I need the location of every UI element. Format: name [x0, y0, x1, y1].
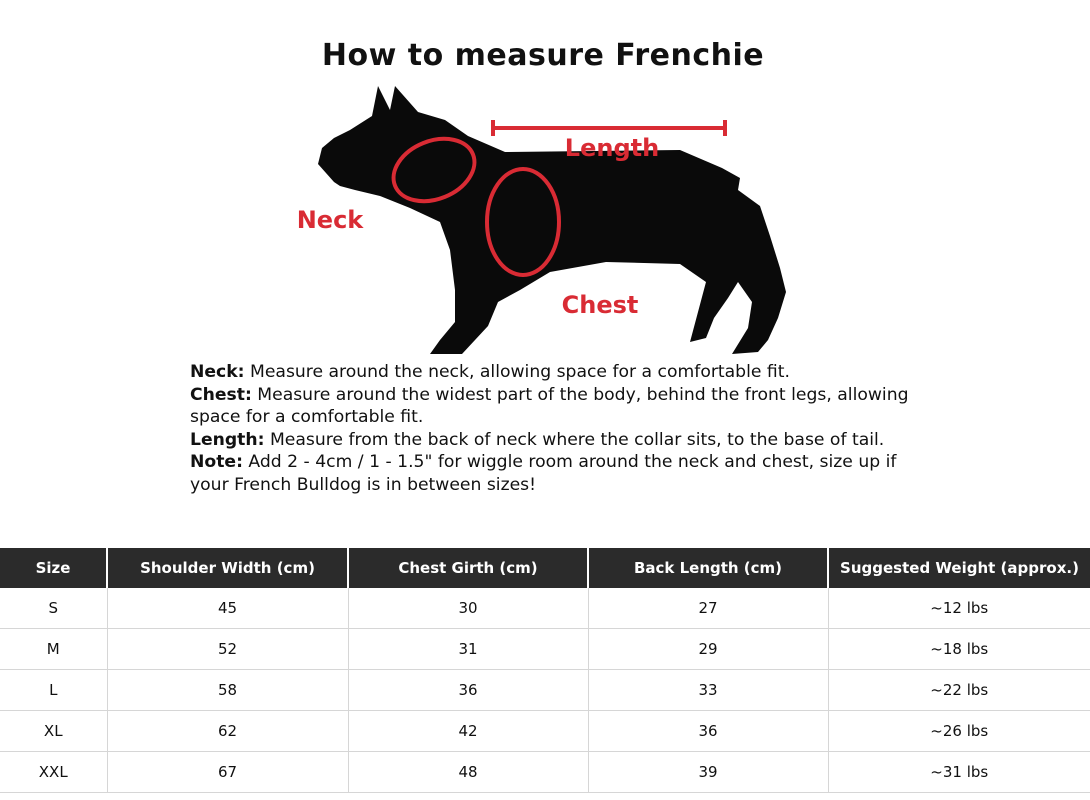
- chest-label: Chest: [561, 291, 639, 319]
- instruction-text: Measure around the neck, allowing space for a comfortable fit.: [244, 362, 790, 382]
- instruction-term: Chest:: [190, 384, 252, 405]
- table-row: [0, 629, 1090, 670]
- header-chest-girth: Chest Girth (cm): [348, 548, 588, 588]
- cell-chest-girth: 42: [348, 711, 588, 752]
- cell-chest-girth: 30: [348, 588, 588, 629]
- cell-back-length: 29: [588, 629, 828, 670]
- neck-label: Neck: [296, 206, 364, 234]
- cell-chest-girth: 48: [348, 752, 588, 793]
- measuring-instructions: [190, 361, 930, 497]
- cell-chest-girth: 36: [348, 670, 588, 711]
- cell-shoulder-width: 45: [107, 588, 348, 629]
- cell-chest-girth: 31: [348, 629, 588, 670]
- instruction-note: [190, 451, 930, 496]
- instruction-text: Add 2 - 4cm / 1 - 1.5" for wiggle room around the neck and chest, size up if your French Bulldog is in between sizes!: [190, 452, 897, 495]
- table-row: [0, 752, 1090, 793]
- cell-weight: ~31 lbs: [828, 752, 1090, 793]
- cell-shoulder-width: 62: [107, 711, 348, 752]
- table-row: [0, 670, 1090, 711]
- cell-size: L: [0, 670, 107, 711]
- cell-weight: ~18 lbs: [828, 629, 1090, 670]
- cell-back-length: 33: [588, 670, 828, 711]
- instruction-term: Length:: [190, 429, 265, 450]
- length-label: Length: [564, 134, 660, 162]
- header-back-length: Back Length (cm): [588, 548, 828, 588]
- instruction-term: Note:: [190, 452, 243, 473]
- table-row: [0, 588, 1090, 629]
- table-row: [0, 711, 1090, 752]
- cell-shoulder-width: 67: [107, 752, 348, 793]
- frenchie-measure-diagram: [0, 0, 1090, 360]
- instruction-neck: [190, 361, 930, 384]
- cell-weight: ~26 lbs: [828, 711, 1090, 752]
- instruction-text: Measure around the widest part of the body, behind the front legs, allowing space for a comfortable fit.: [190, 384, 909, 428]
- header-suggested-weight: Suggested Weight (approx.): [828, 548, 1090, 588]
- instruction-length: [190, 429, 930, 452]
- cell-weight: ~22 lbs: [828, 670, 1090, 711]
- cell-shoulder-width: 52: [107, 629, 348, 670]
- cell-size: XL: [0, 711, 107, 752]
- cell-back-length: 27: [588, 588, 828, 629]
- instruction-term: Neck:: [190, 362, 245, 382]
- cell-shoulder-width: 58: [107, 670, 348, 711]
- page-title: How to measure Frenchie: [321, 38, 765, 73]
- instruction-chest: [190, 384, 930, 429]
- size-chart-table: [0, 548, 1090, 793]
- table-header-row: [0, 548, 1090, 588]
- cell-size: XXL: [0, 752, 107, 793]
- cell-back-length: 36: [588, 711, 828, 752]
- cell-size: S: [0, 588, 107, 629]
- cell-weight: ~12 lbs: [828, 588, 1090, 629]
- header-shoulder-width: Shoulder Width (cm): [107, 548, 348, 588]
- header-size: Size: [0, 548, 107, 588]
- cell-size: M: [0, 629, 107, 670]
- instruction-text: Measure from the back of neck where the collar sits, to the base of tail.: [264, 429, 885, 450]
- cell-back-length: 39: [588, 752, 828, 793]
